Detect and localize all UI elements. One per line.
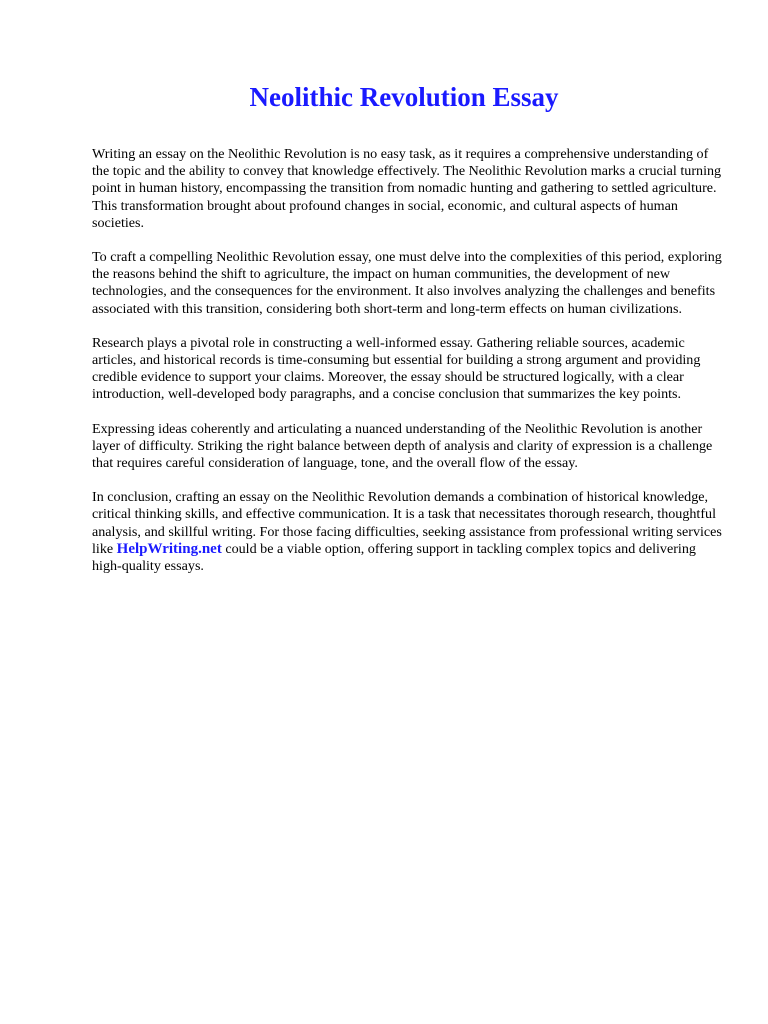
conclusion-text-before-link: In conclusion, crafting an essay on the Neolithic Revolution demands a combination of historical knowledge, critical thinking skills, and effective communication. It is a task that necessitates thorough research, thoughtful analysis, and skillful writing. For those facing difficulties, seeking assistance from professional writing services like (92, 489, 722, 557)
paragraph-expressing: Expressing ideas coherently and articulating a nuanced understanding of the Neolithic Revolution is another layer of difficulty. Striking the right balance between depth of analysis and clarity of expression is a challenge that requires careful consideration of language, tone, and the overall flow of the essay. (92, 420, 713, 472)
page-title: Neolithic Revolution Essay (249, 82, 559, 112)
paragraph-research: Research plays a pivotal role in constructing a well-informed essay. Gathering reliable sources, academic articles, and historical records is time-consuming but essential for building a strong argument and providing credible evidence to support your claims. Moreover, the essay should be structured logically, with a clear introduction, well-developed body paragraphs, and a concise conclusion that summarizes the key points. (92, 334, 701, 403)
paragraph-crafting: To craft a compelling Neolithic Revolution essay, one must delve into the complexities of this period, exploring the reasons behind the shift to agriculture, the impact on human communities, the development of new technologies, and the consequences for the environment. It also involves analyzing the challenges and benefits associated with this transition, considering both short-term and long-term effects on human civilizations. (92, 249, 722, 317)
helpwriting-link[interactable]: HelpWriting.net (116, 540, 222, 557)
paragraph-intro: Writing an essay on the Neolithic Revolution is no easy task, as it requires a comprehensive understanding of the topic and the ability to convey that knowledge effectively. The Neolithic Revolution marks a crucial turning point in human history, encompassing the transition from nomadic hunting and gathering to settled agriculture. This transformation brought about profound changes in social, economic, and cultural aspects of human societies. (92, 146, 722, 231)
essay-body (92, 146, 728, 575)
document-page (92, 78, 728, 592)
conclusion-text-after-link: could be a viable option, offering support in tackling complex topics and delivering high-quality essays. (92, 540, 696, 575)
paragraph-conclusion (92, 489, 728, 575)
